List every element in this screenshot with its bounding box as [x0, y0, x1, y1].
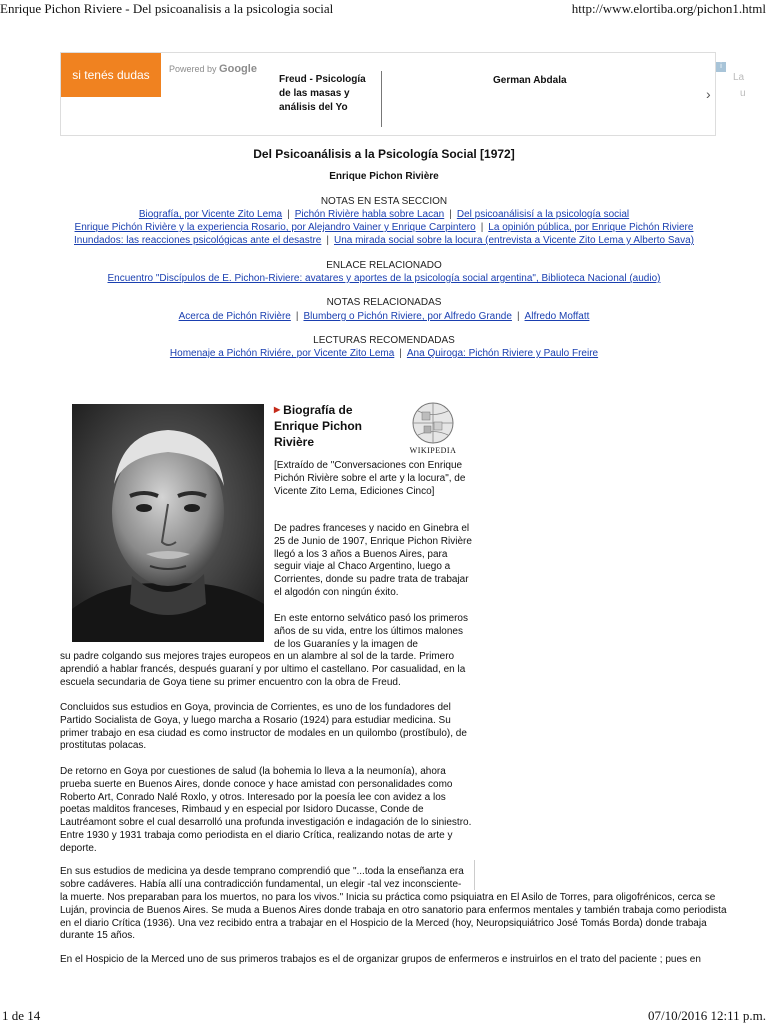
note-link[interactable]: Inundados: las reacciones psicológicas ante el desastre [74, 235, 322, 246]
chevron-right-icon[interactable]: › [706, 86, 711, 102]
powered-by-google [169, 63, 257, 75]
portrait-photo [72, 404, 264, 642]
bio-paragraph: la muerte. Nos preparaban para los muertos, no para los vivos." Inicia su práctica como psiquiatra en El Asilo de Torres, para oligofrénicos, cerca se Luján, provincia de Buenos Aires. Se muda a Buenos Aires donde trabaja en otro sanatorio para enfermos mentales y también trabaja como periodista en el diario Crítica (1936). Una vez recibido entra a trabajar en el Hospicio de la Merced (hoy, Neuropsiquiátrico José Tomás Borda) donde trabaja durante 15 años. [60, 892, 727, 942]
ad-divider [381, 71, 382, 127]
note-link[interactable]: Biografía, por Vicente Zito Lema [138, 209, 283, 220]
bio-paragraph: De retorno en Goya por cuestiones de salud (la bohemia lo lleva a la neumonía), ahora prueba suerte en Buenos Aires, donde conoce y hace amistad con personalidades como Roberto Art, Conrado Nalé Roxlo, y otros. Interesado por la poesía lee con avidez a los poetas malditos franceses, Rimbaud y en especial por Isidoro Ducasse, Conde de Lautréamont sobre el cual desarrolló una profunda investigación e indagación de lo siniestro. Entre 1930 y 1931 trabaja como periodista en el diario Crítica, realizando notas de arte y deporte. [60, 766, 472, 854]
bio-paragraph: De padres franceses y nacido en Ginebra el 25 de Junio de 1907, Enrique Pichon Rivière llegó a los 3 años a Buenos Aires, para seguir viaje al Chaco Argentino, luego a Corrientes, donde su padre trata de trabajar el algodón con ningún éxito. [274, 523, 472, 598]
bio-source-note: [Extraído de "Conversaciones con Enrique Pichón Rivière sobre el arte y la locura", de Vicente Zito Lema, Ediciones Cinco] [274, 460, 466, 497]
google-label: Google [219, 63, 257, 75]
bio-heading[interactable] [274, 402, 384, 450]
note-link[interactable]: Enrique Pichón Rivière y la experiencia Rosario, por Alejandro Vainer y Enrique Carpintero [74, 222, 476, 233]
print-footer-page: 1 de 14 [2, 1008, 41, 1023]
wikipedia-logo[interactable] [400, 400, 466, 462]
ad-author[interactable]: German Abdala [493, 75, 567, 86]
link-row [0, 222, 768, 233]
related-note-link[interactable]: Alfredo Moffatt [524, 311, 590, 322]
link-row [0, 311, 768, 322]
ad-book-title[interactable]: Freud - Psicología de las masas y análisis del Yo [279, 74, 366, 113]
print-header-url: http://www.elortiba.org/pichon1.html [571, 1, 766, 16]
article-author: Enrique Pichon Rivière [329, 171, 439, 182]
bio-paragraph: Concluidos sus estudios en Goya, provincia de Corrientes, es uno de los fundadores del Partido Socialista de Goya, y luego marcha a Rosario (1924) para estudiar medicina. Su primer trabajo en esa ciudad es como instructor de modales en un quilombo (prostíbulo), de prostitutas polacas. [60, 702, 467, 752]
bio-paragraph: En este entorno selvático pasó los primeros años de su vida, entre los últimos malones de los Guaraníes y la imagen de [274, 613, 468, 650]
article-title: Del Psicoanálisis a la Psicología Social [1972] [253, 147, 515, 161]
link-separator: | [516, 311, 520, 322]
print-footer-datetime: 07/10/2016 12:11 p.m. [648, 1008, 766, 1023]
reading-link[interactable]: Ana Quiroga: Pichón Riviere y Paulo Freire [406, 348, 599, 359]
ad-cta-button[interactable]: si tenés dudas [61, 53, 161, 97]
link-row [0, 209, 768, 220]
ad-overflow [708, 58, 768, 128]
link-separator: | [399, 348, 402, 359]
bio-paragraph: En el Hospicio de la Merced uno de sus primeros trabajos es el de organizar grupos de enfermeros e instruirlos en el trato del paciente ; pues en [60, 954, 701, 965]
section-heading: NOTAS RELACIONADAS [326, 297, 442, 308]
wikipedia-globe-icon [400, 400, 466, 446]
ad-info-icon[interactable]: i [716, 62, 726, 72]
related-note-link[interactable]: Acerca de Pichón Rivière [178, 311, 291, 322]
bio-heading-text: Biografía de Enrique Pichon Rivière [274, 403, 363, 449]
bio-paragraph: su padre colgando sus mejores trajes europeos en un alambre al sol de la tarde. Primero aprendió a hablar francés, después guaraní y por ultimo el castellano. Por casualidad, en la escuela secundaria de Goya tiene su primer encuentro con la obra de Freud. [60, 651, 466, 688]
link-separator: | [449, 209, 452, 220]
triangle-right-icon: ▶ [274, 405, 281, 414]
related-note-link[interactable]: Blumberg o Pichón Riviere, por Alfredo Grande [303, 311, 512, 322]
text-divider [474, 860, 475, 890]
link-separator: | [326, 235, 329, 246]
powered-by-label: Powered by [169, 64, 217, 74]
ad-cut-text-1: La [733, 72, 745, 83]
note-link[interactable]: Del psicoanálisisí a la psicología social [456, 209, 630, 220]
ad-banner[interactable] [60, 52, 716, 136]
section-heading: NOTAS EN ESTA SECCION [320, 196, 448, 207]
related-link[interactable]: Encuentro "Discípulos de E. Pichon-Riviere: avatares y aportes de la psicología social argentina", Biblioteca Nacional (audio) [107, 273, 661, 284]
link-separator: | [287, 209, 290, 220]
section-heading: ENLACE RELACIONADO [326, 260, 442, 271]
link-row [0, 348, 768, 359]
link-row [0, 235, 768, 246]
ad-cut-text-2: u [740, 88, 746, 99]
note-link[interactable]: Pichón Rivière habla sobre Lacan [294, 209, 445, 220]
reading-link[interactable]: Homenaje a Pichón Riviére, por Vicente Zito Lema [169, 348, 395, 359]
note-link[interactable]: Una mirada social sobre la locura (entrevista a Vicente Zito Lema y Alberto Sava) [333, 235, 694, 246]
note-link[interactable]: La opinión pública, por Enrique Pichón Riviere [488, 222, 694, 233]
link-separator: | [295, 311, 299, 322]
link-row [0, 273, 768, 284]
bio-paragraph: En sus estudios de medicina ya desde temprano comprendió que "...toda la enseñanza era sobre cadáveres. Había allí una contradicción fundamental, un elegir -tal vez inconsciente- [60, 866, 464, 890]
link-separator: | [480, 222, 484, 233]
section-heading: LECTURAS RECOMENDADAS [313, 335, 455, 346]
print-header-title: Enrique Pichon Riviere - Del psicoanalisis a la psicologia social [0, 1, 334, 16]
wikipedia-wordmark: WIKIPEDIA [409, 446, 457, 455]
